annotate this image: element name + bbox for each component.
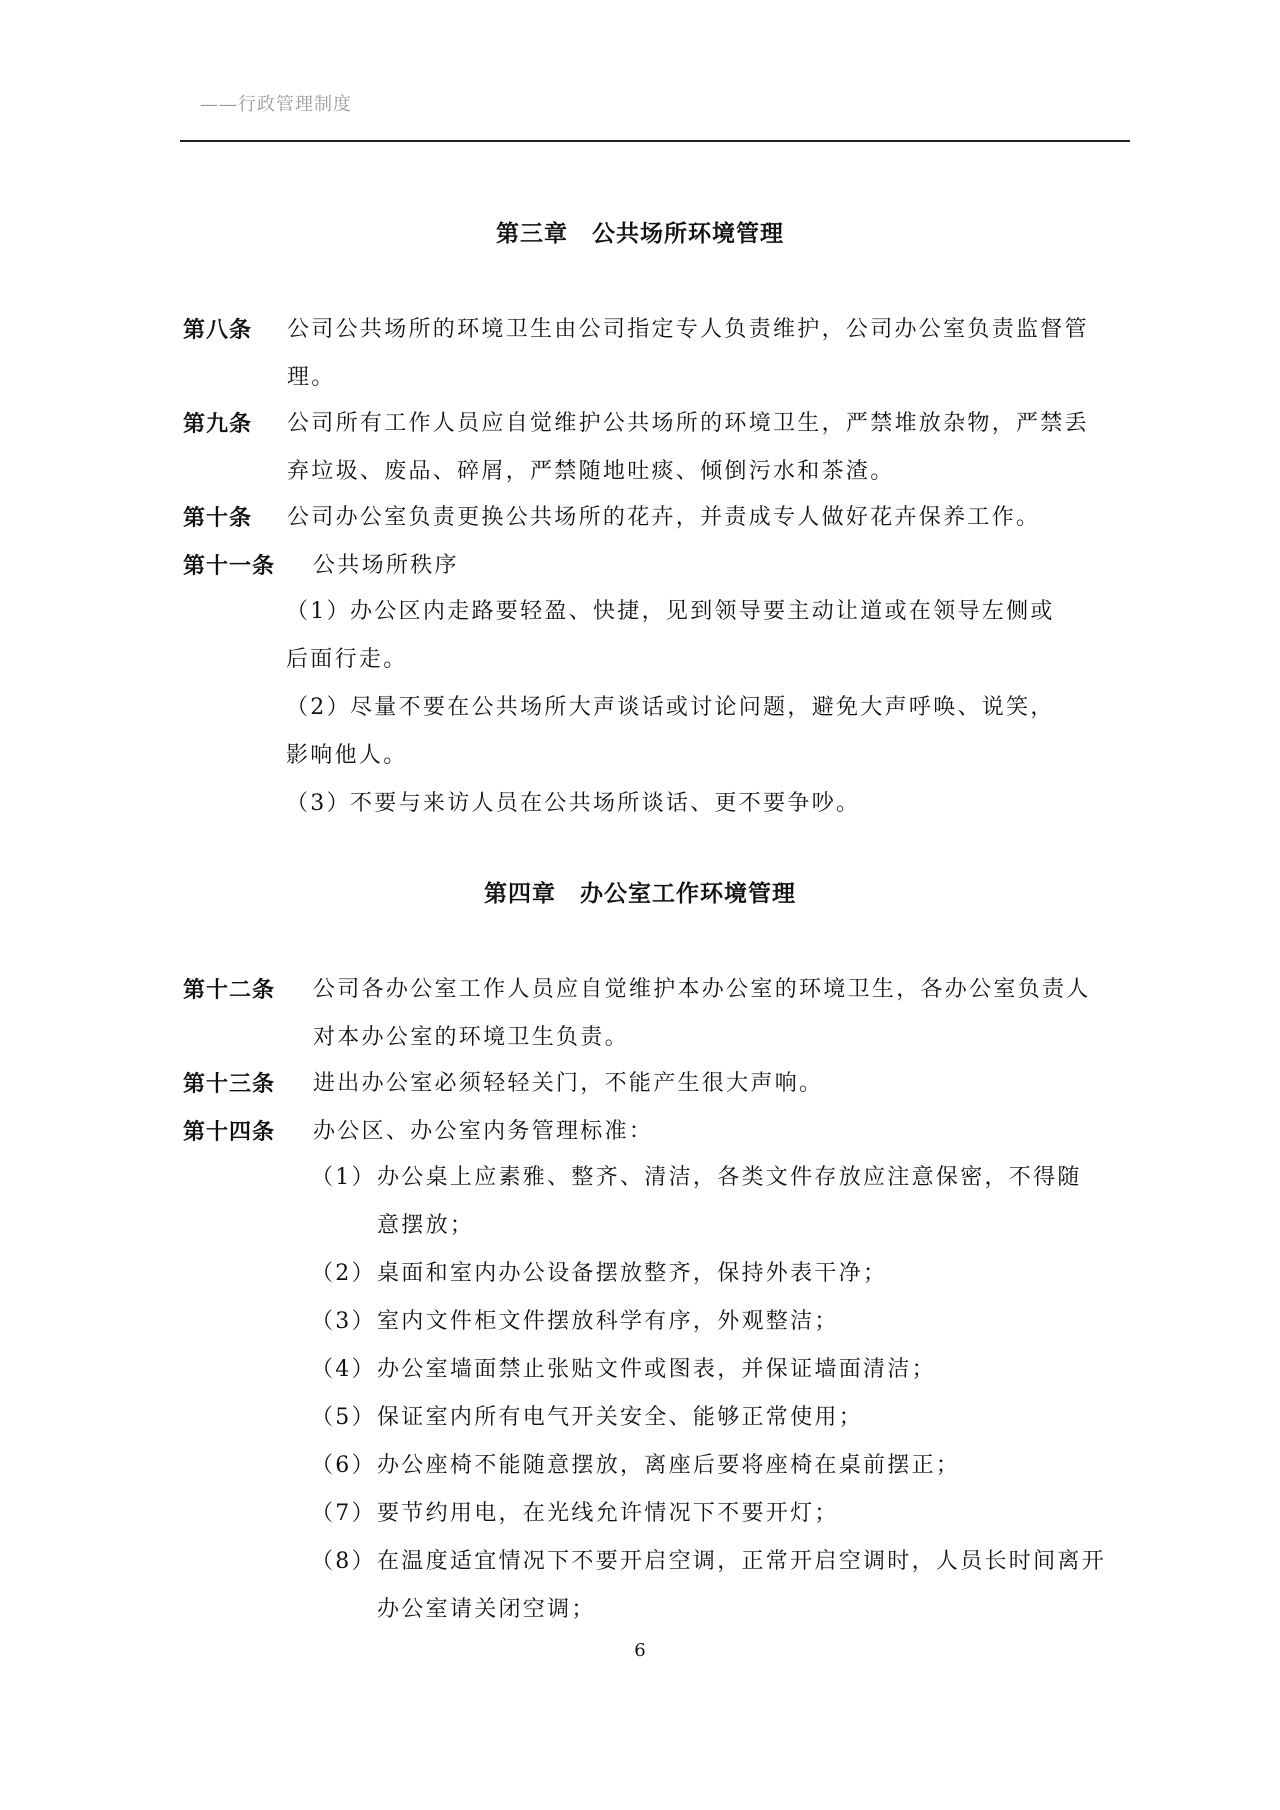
item-text: 办公座椅不能随意摆放，离座后要将座椅在桌前摆正；	[377, 1453, 961, 1478]
article-9	[183, 400, 1103, 496]
item-text-continued: 影响他人。	[286, 743, 408, 768]
item-marker: （3）	[286, 791, 351, 816]
list-item	[311, 1442, 1111, 1490]
article-text: 进出办公室必须轻轻关门，不能产生很大声响。	[313, 1071, 824, 1096]
article-10	[183, 494, 1103, 542]
item-text: 尽量不要在公共场所大声谈话或讨论问题，避免大声呼唤、说笑，	[350, 695, 1055, 720]
article-text: 办公区、办公室内务管理标准：	[313, 1119, 654, 1144]
list-item	[311, 1250, 1111, 1298]
item-text: 办公桌上应素雅、整齐、清洁，各类文件存放应注意保密，不得随意摆放；	[377, 1165, 1082, 1238]
article-number: 第十三条	[183, 1071, 276, 1097]
article-number: 第十一条	[183, 553, 276, 579]
list-item	[311, 1346, 1111, 1394]
article-14	[183, 1108, 1103, 1156]
article-number: 第九条	[183, 411, 253, 437]
item-marker: （1）	[311, 1165, 376, 1190]
article-text: 公司各办公室工作人员应自觉维护本办公室的环境卫生，各办公室负责人对本办公室的环境卫生负责。	[313, 977, 1091, 1050]
page-number: 6	[634, 1640, 646, 1661]
list-item	[311, 1154, 1111, 1250]
item-marker: （2）	[286, 695, 351, 720]
item-marker: （2）	[311, 1261, 376, 1286]
item-text: 室内文件柜文件摆放科学有序，外观整洁；	[377, 1309, 839, 1334]
article-11	[183, 542, 1103, 590]
article-number: 第十四条	[183, 1119, 276, 1145]
header-divider	[180, 140, 1130, 142]
article-number: 第十二条	[183, 977, 276, 1003]
article-text: 公共场所秩序	[313, 553, 459, 578]
item-marker: （3）	[311, 1309, 376, 1334]
list-item	[311, 1298, 1111, 1346]
article-number: 第十条	[183, 505, 253, 531]
item-text-continued: 后面行走。	[286, 647, 408, 672]
list-item	[286, 780, 1106, 828]
article-text: 公司公共场所的环境卫生由公司指定专人负责维护，公司办公室负责监督管理。	[287, 317, 1089, 390]
list-item	[311, 1394, 1111, 1442]
article-number: 第八条	[183, 317, 253, 343]
item-marker: （6）	[311, 1453, 376, 1478]
article-8	[183, 306, 1103, 402]
article-text: 公司办公室负责更换公共场所的花卉，并责成专人做好花卉保养工作。	[287, 505, 1041, 530]
item-text: 要节约用电，在光线允许情况下不要开灯；	[377, 1501, 839, 1526]
item-marker: （7）	[311, 1501, 376, 1526]
item-text: 办公室墙面禁止张贴文件或图表，并保证墙面清洁；	[377, 1357, 936, 1382]
item-text: 不要与来访人员在公共场所谈话、更不要争吵。	[350, 791, 861, 816]
item-text: 保证室内所有电气开关安全、能够正常使用；	[377, 1405, 864, 1430]
list-item	[286, 684, 1106, 780]
item-text: 在温度适宜情况下不要开启空调，正常开启空调时，人员长时间离开办公室请关闭空调；	[377, 1549, 1107, 1622]
list-item	[286, 588, 1106, 684]
item-text: 办公区内走路要轻盈、快捷，见到领导要主动让道或在领导左侧或	[350, 599, 1055, 624]
item-marker: （8）	[311, 1549, 376, 1574]
list-item	[311, 1490, 1111, 1538]
item-marker: （1）	[286, 599, 351, 624]
article-text: 公司所有工作人员应自觉维护公共场所的环境卫生，严禁堆放杂物，严禁丢弃垃圾、废品、碎屑，严禁随地吐痰、倾倒污水和茶渣。	[287, 411, 1089, 484]
item-marker: （4）	[311, 1357, 376, 1382]
chapter-4-title: 第四章 办公室工作环境管理	[484, 880, 796, 907]
article-12	[183, 966, 1103, 1062]
list-item	[311, 1538, 1111, 1634]
chapter-3-title: 第三章 公共场所环境管理	[496, 220, 784, 247]
running-header: ——行政管理制度	[200, 94, 352, 115]
item-marker: （5）	[311, 1405, 376, 1430]
item-text: 桌面和室内办公设备摆放整齐，保持外表干净；	[377, 1261, 888, 1286]
article-13	[183, 1060, 1103, 1108]
